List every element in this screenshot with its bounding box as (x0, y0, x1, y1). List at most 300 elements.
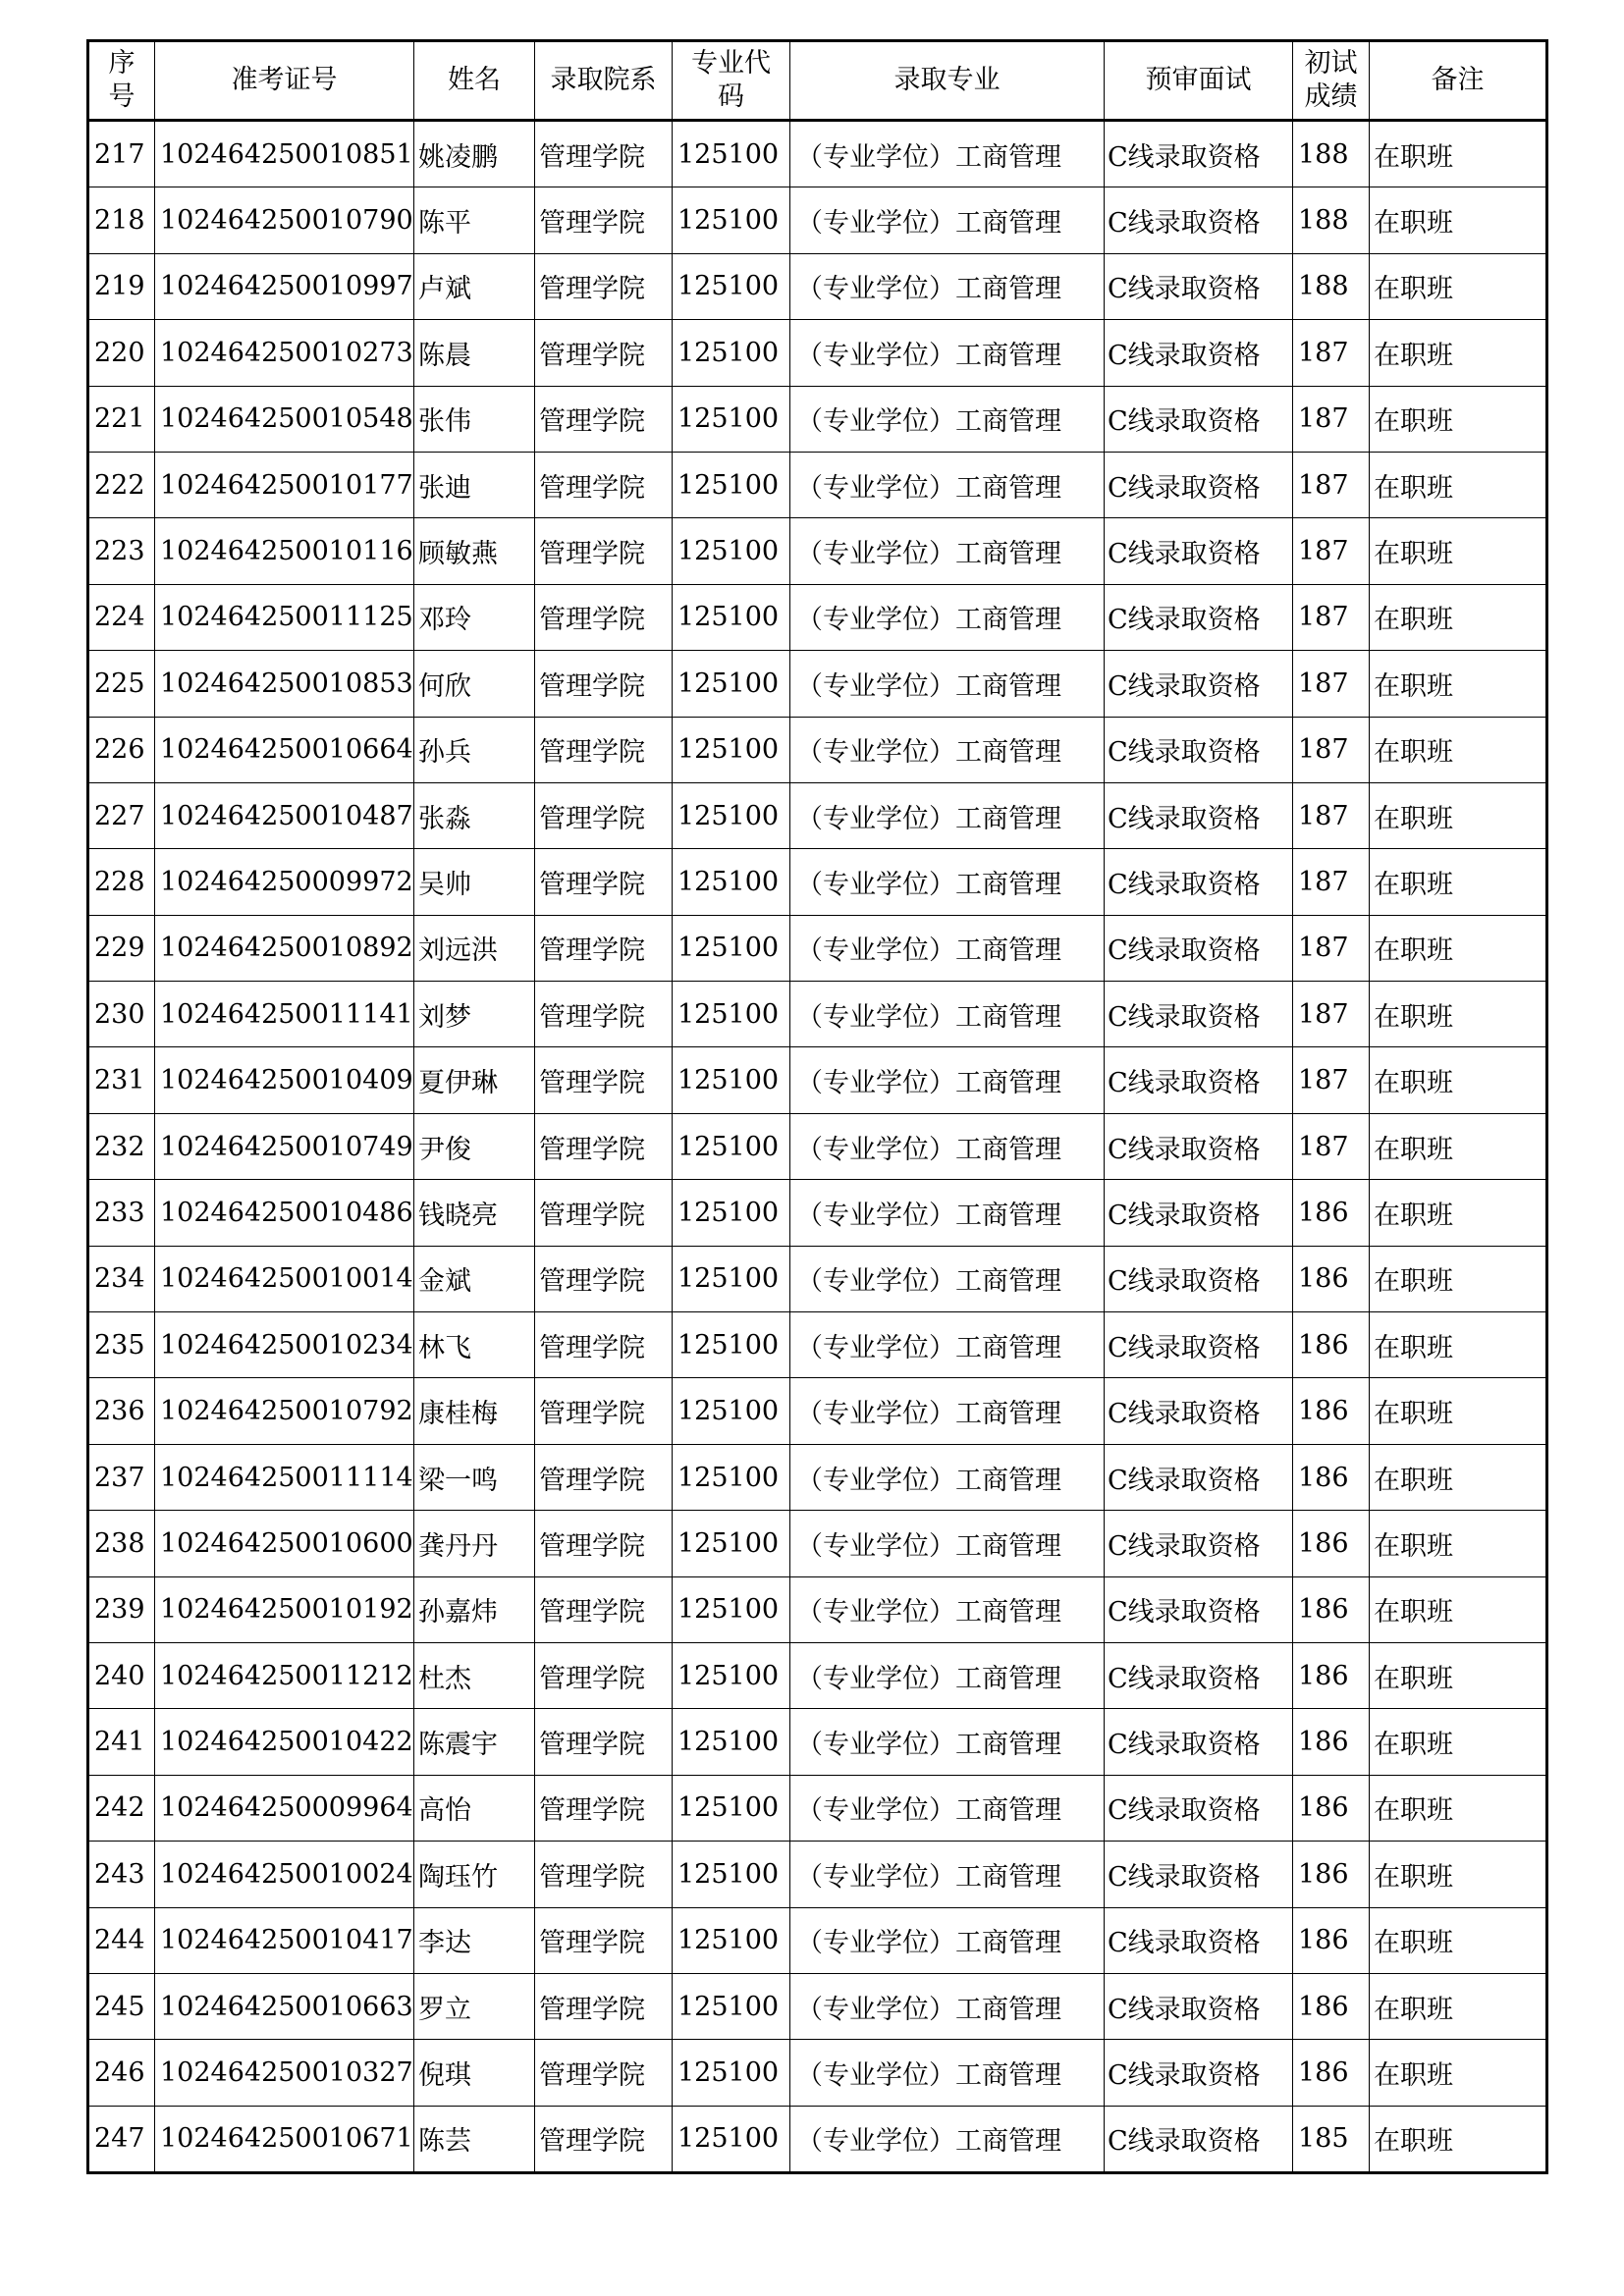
cell-major: （专业学位）工商管理 (790, 386, 1105, 452)
cell-seq: 234 (88, 1246, 155, 1311)
cell-name: 张迪 (414, 452, 535, 517)
cell-note: 在职班 (1370, 1973, 1547, 2039)
cell-code: 125100 (673, 1576, 790, 1642)
cell-major: （专业学位）工商管理 (790, 1775, 1105, 1841)
cell-major: （专业学位）工商管理 (790, 1842, 1105, 1907)
table-row (88, 1973, 1547, 2039)
cell-dept: 管理学院 (535, 1576, 673, 1642)
cell-seq: 247 (88, 2106, 155, 2172)
cell-score: 186 (1293, 1576, 1370, 1642)
cell-exam-no: 102464250009964 (155, 1775, 414, 1841)
table-row (88, 1246, 1547, 1311)
cell-dept: 管理学院 (535, 584, 673, 650)
cell-interview: C线录取资格 (1105, 1180, 1293, 1246)
cell-dept: 管理学院 (535, 1378, 673, 1444)
table-row (88, 1907, 1547, 1973)
cell-dept: 管理学院 (535, 518, 673, 584)
cell-interview: C线录取资格 (1105, 2040, 1293, 2106)
table-row (88, 386, 1547, 452)
cell-exam-no: 102464250010417 (155, 1907, 414, 1973)
cell-seq: 243 (88, 1842, 155, 1907)
table-row (88, 915, 1547, 981)
cell-major: （专业学位）工商管理 (790, 1113, 1105, 1179)
cell-note: 在职班 (1370, 1775, 1547, 1841)
cell-seq: 245 (88, 1973, 155, 2039)
cell-score: 186 (1293, 1246, 1370, 1311)
cell-note: 在职班 (1370, 1113, 1547, 1179)
cell-name: 姚凌鹏 (414, 121, 535, 187)
cell-seq: 227 (88, 782, 155, 848)
cell-exam-no: 102464250010409 (155, 1047, 414, 1113)
cell-interview: C线录取资格 (1105, 2106, 1293, 2172)
cell-dept: 管理学院 (535, 121, 673, 187)
cell-seq: 221 (88, 386, 155, 452)
cell-note: 在职班 (1370, 1047, 1547, 1113)
cell-seq: 218 (88, 187, 155, 253)
cell-code: 125100 (673, 1113, 790, 1179)
cell-major: （专业学位）工商管理 (790, 849, 1105, 915)
cell-note: 在职班 (1370, 1576, 1547, 1642)
cell-score: 186 (1293, 1511, 1370, 1576)
cell-code: 125100 (673, 1047, 790, 1113)
table-row (88, 518, 1547, 584)
cell-seq: 222 (88, 452, 155, 517)
cell-exam-no: 102464250010422 (155, 1709, 414, 1775)
cell-dept: 管理学院 (535, 1312, 673, 1378)
cell-exam-no: 102464250010664 (155, 717, 414, 782)
header-exam-no: 准考证号 (155, 41, 414, 121)
cell-code: 125100 (673, 2040, 790, 2106)
table-row (88, 1709, 1547, 1775)
cell-note: 在职班 (1370, 1907, 1547, 1973)
cell-seq: 237 (88, 1444, 155, 1510)
cell-dept: 管理学院 (535, 651, 673, 717)
cell-seq: 239 (88, 1576, 155, 1642)
cell-seq: 238 (88, 1511, 155, 1576)
cell-exam-no: 102464250010116 (155, 518, 414, 584)
cell-note: 在职班 (1370, 584, 1547, 650)
table-row (88, 1642, 1547, 1708)
cell-code: 125100 (673, 915, 790, 981)
cell-score: 186 (1293, 1312, 1370, 1378)
cell-dept: 管理学院 (535, 187, 673, 253)
cell-exam-no: 102464250010024 (155, 1842, 414, 1907)
cell-score: 186 (1293, 1444, 1370, 1510)
cell-note: 在职班 (1370, 982, 1547, 1047)
cell-seq: 231 (88, 1047, 155, 1113)
cell-dept: 管理学院 (535, 1444, 673, 1510)
cell-code: 125100 (673, 1312, 790, 1378)
cell-note: 在职班 (1370, 1709, 1547, 1775)
cell-name: 李达 (414, 1907, 535, 1973)
cell-code: 125100 (673, 121, 790, 187)
cell-name: 龚丹丹 (414, 1511, 535, 1576)
cell-note: 在职班 (1370, 2040, 1547, 2106)
cell-name: 刘梦 (414, 982, 535, 1047)
cell-code: 125100 (673, 982, 790, 1047)
cell-major: （专业学位）工商管理 (790, 320, 1105, 386)
cell-major: （专业学位）工商管理 (790, 1576, 1105, 1642)
cell-name: 梁一鸣 (414, 1444, 535, 1510)
cell-exam-no: 102464250010671 (155, 2106, 414, 2172)
cell-major: （专业学位）工商管理 (790, 1444, 1105, 1510)
table-row (88, 1047, 1547, 1113)
cell-interview: C线录取资格 (1105, 717, 1293, 782)
cell-code: 125100 (673, 253, 790, 319)
cell-interview: C线录取资格 (1105, 1775, 1293, 1841)
cell-exam-no: 102464250010273 (155, 320, 414, 386)
cell-exam-no: 102464250010997 (155, 253, 414, 319)
cell-interview: C线录取资格 (1105, 187, 1293, 253)
cell-note: 在职班 (1370, 1312, 1547, 1378)
cell-name: 张伟 (414, 386, 535, 452)
cell-seq: 219 (88, 253, 155, 319)
cell-major: （专业学位）工商管理 (790, 1709, 1105, 1775)
cell-score: 188 (1293, 121, 1370, 187)
cell-note: 在职班 (1370, 1511, 1547, 1576)
cell-major: （专业学位）工商管理 (790, 782, 1105, 848)
cell-dept: 管理学院 (535, 982, 673, 1047)
cell-dept: 管理学院 (535, 1511, 673, 1576)
admission-list-table (86, 39, 1548, 2174)
cell-major: （专业学位）工商管理 (790, 1973, 1105, 2039)
cell-exam-no: 102464250011114 (155, 1444, 414, 1510)
cell-dept: 管理学院 (535, 915, 673, 981)
cell-code: 125100 (673, 1973, 790, 2039)
cell-interview: C线录取资格 (1105, 1378, 1293, 1444)
cell-major: （专业学位）工商管理 (790, 717, 1105, 782)
cell-major: （专业学位）工商管理 (790, 1180, 1105, 1246)
cell-code: 125100 (673, 1511, 790, 1576)
table-row (88, 1444, 1547, 1510)
cell-note: 在职班 (1370, 187, 1547, 253)
cell-exam-no: 102464250010600 (155, 1511, 414, 1576)
table-row (88, 651, 1547, 717)
cell-interview: C线录取资格 (1105, 1113, 1293, 1179)
cell-code: 125100 (673, 1709, 790, 1775)
cell-exam-no: 102464250011125 (155, 584, 414, 650)
cell-name: 钱晓亮 (414, 1180, 535, 1246)
cell-dept: 管理学院 (535, 452, 673, 517)
cell-name: 邓玲 (414, 584, 535, 650)
cell-score: 187 (1293, 915, 1370, 981)
cell-seq: 236 (88, 1378, 155, 1444)
cell-dept: 管理学院 (535, 1907, 673, 1973)
table-row (88, 1576, 1547, 1642)
cell-name: 尹俊 (414, 1113, 535, 1179)
cell-code: 125100 (673, 1842, 790, 1907)
cell-score: 186 (1293, 1642, 1370, 1708)
cell-note: 在职班 (1370, 320, 1547, 386)
cell-score: 187 (1293, 584, 1370, 650)
cell-score: 186 (1293, 1973, 1370, 2039)
cell-score: 186 (1293, 1180, 1370, 1246)
cell-note: 在职班 (1370, 386, 1547, 452)
cell-note: 在职班 (1370, 1642, 1547, 1708)
table-row (88, 1511, 1547, 1576)
cell-seq: 228 (88, 849, 155, 915)
cell-exam-no: 102464250011212 (155, 1642, 414, 1708)
cell-note: 在职班 (1370, 1378, 1547, 1444)
cell-score: 187 (1293, 782, 1370, 848)
cell-score: 188 (1293, 253, 1370, 319)
cell-score: 186 (1293, 1842, 1370, 1907)
cell-name: 顾敏燕 (414, 518, 535, 584)
cell-seq: 230 (88, 982, 155, 1047)
cell-name: 陈平 (414, 187, 535, 253)
cell-dept: 管理学院 (535, 717, 673, 782)
table-row (88, 1312, 1547, 1378)
cell-name: 孙嘉炜 (414, 1576, 535, 1642)
cell-code: 125100 (673, 584, 790, 650)
cell-name: 杜杰 (414, 1642, 535, 1708)
cell-code: 125100 (673, 651, 790, 717)
cell-seq: 217 (88, 121, 155, 187)
cell-exam-no: 102464250010192 (155, 1576, 414, 1642)
cell-note: 在职班 (1370, 2106, 1547, 2172)
cell-code: 125100 (673, 518, 790, 584)
cell-name: 陶珏竹 (414, 1842, 535, 1907)
cell-major: （专业学位）工商管理 (790, 982, 1105, 1047)
cell-code: 125100 (673, 1444, 790, 1510)
cell-interview: C线录取资格 (1105, 1444, 1293, 1510)
cell-interview: C线录取资格 (1105, 1511, 1293, 1576)
cell-dept: 管理学院 (535, 320, 673, 386)
cell-score: 187 (1293, 1047, 1370, 1113)
cell-exam-no: 102464250010663 (155, 1973, 414, 2039)
cell-major: （专业学位）工商管理 (790, 1511, 1105, 1576)
cell-score: 187 (1293, 1113, 1370, 1179)
table-row (88, 2040, 1547, 2106)
cell-name: 高怡 (414, 1775, 535, 1841)
cell-code: 125100 (673, 452, 790, 517)
cell-interview: C线录取资格 (1105, 1246, 1293, 1311)
cell-major: （专业学位）工商管理 (790, 584, 1105, 650)
cell-exam-no: 102464250010486 (155, 1180, 414, 1246)
cell-name: 金斌 (414, 1246, 535, 1311)
cell-interview: C线录取资格 (1105, 1642, 1293, 1708)
cell-dept: 管理学院 (535, 2040, 673, 2106)
cell-note: 在职班 (1370, 121, 1547, 187)
header-score: 初试成绩 (1293, 41, 1370, 121)
cell-note: 在职班 (1370, 1180, 1547, 1246)
cell-major: （专业学位）工商管理 (790, 121, 1105, 187)
cell-name: 吴帅 (414, 849, 535, 915)
cell-dept: 管理学院 (535, 1113, 673, 1179)
cell-score: 186 (1293, 1378, 1370, 1444)
cell-interview: C线录取资格 (1105, 1907, 1293, 1973)
cell-major: （专业学位）工商管理 (790, 187, 1105, 253)
cell-name: 孙兵 (414, 717, 535, 782)
cell-major: （专业学位）工商管理 (790, 1047, 1105, 1113)
cell-exam-no: 102464250010853 (155, 651, 414, 717)
table-row (88, 584, 1547, 650)
cell-score: 187 (1293, 320, 1370, 386)
cell-seq: 246 (88, 2040, 155, 2106)
cell-code: 125100 (673, 782, 790, 848)
table-row (88, 253, 1547, 319)
cell-dept: 管理学院 (535, 1775, 673, 1841)
cell-seq: 232 (88, 1113, 155, 1179)
cell-major: （专业学位）工商管理 (790, 1378, 1105, 1444)
cell-exam-no: 102464250010851 (155, 121, 414, 187)
cell-exam-no: 102464250010548 (155, 386, 414, 452)
cell-seq: 241 (88, 1709, 155, 1775)
header-code: 专业代码 (673, 41, 790, 121)
table-row (88, 1775, 1547, 1841)
cell-interview: C线录取资格 (1105, 1576, 1293, 1642)
cell-name: 何欣 (414, 651, 535, 717)
cell-exam-no: 102464250010790 (155, 187, 414, 253)
cell-interview: C线录取资格 (1105, 1709, 1293, 1775)
table-row (88, 187, 1547, 253)
cell-name: 卢斌 (414, 253, 535, 319)
cell-dept: 管理学院 (535, 386, 673, 452)
cell-interview: C线录取资格 (1105, 121, 1293, 187)
table-row (88, 320, 1547, 386)
cell-score: 186 (1293, 2040, 1370, 2106)
cell-name: 康桂梅 (414, 1378, 535, 1444)
cell-major: （专业学位）工商管理 (790, 253, 1105, 319)
header-interview: 预审面试 (1105, 41, 1293, 121)
cell-seq: 240 (88, 1642, 155, 1708)
cell-dept: 管理学院 (535, 253, 673, 319)
cell-code: 125100 (673, 1180, 790, 1246)
cell-name: 张淼 (414, 782, 535, 848)
cell-score: 185 (1293, 2106, 1370, 2172)
cell-note: 在职班 (1370, 1246, 1547, 1311)
cell-note: 在职班 (1370, 1444, 1547, 1510)
cell-code: 125100 (673, 717, 790, 782)
table-row (88, 121, 1547, 187)
cell-dept: 管理学院 (535, 1180, 673, 1246)
cell-score: 187 (1293, 386, 1370, 452)
cell-exam-no: 102464250010892 (155, 915, 414, 981)
table-row (88, 1113, 1547, 1179)
cell-interview: C线录取资格 (1105, 518, 1293, 584)
cell-interview: C线录取资格 (1105, 452, 1293, 517)
header-seq: 序号 (88, 41, 155, 121)
cell-score: 188 (1293, 187, 1370, 253)
cell-major: （专业学位）工商管理 (790, 2040, 1105, 2106)
cell-major: （专业学位）工商管理 (790, 651, 1105, 717)
cell-major: （专业学位）工商管理 (790, 518, 1105, 584)
cell-exam-no: 102464250009972 (155, 849, 414, 915)
table-row (88, 452, 1547, 517)
cell-seq: 224 (88, 584, 155, 650)
cell-interview: C线录取资格 (1105, 320, 1293, 386)
cell-interview: C线录取资格 (1105, 1312, 1293, 1378)
cell-dept: 管理学院 (535, 1246, 673, 1311)
cell-code: 125100 (673, 1246, 790, 1311)
cell-score: 187 (1293, 982, 1370, 1047)
cell-major: （专业学位）工商管理 (790, 1246, 1105, 1311)
header-dept: 录取院系 (535, 41, 673, 121)
cell-interview: C线录取资格 (1105, 386, 1293, 452)
cell-name: 林飞 (414, 1312, 535, 1378)
cell-interview: C线录取资格 (1105, 1842, 1293, 1907)
table-row (88, 849, 1547, 915)
cell-note: 在职班 (1370, 253, 1547, 319)
table-row (88, 1378, 1547, 1444)
cell-name: 陈芸 (414, 2106, 535, 2172)
cell-interview: C线录取资格 (1105, 982, 1293, 1047)
cell-name: 倪琪 (414, 2040, 535, 2106)
cell-name: 夏伊琳 (414, 1047, 535, 1113)
cell-score: 187 (1293, 651, 1370, 717)
cell-exam-no: 102464250011141 (155, 982, 414, 1047)
cell-name: 刘远洪 (414, 915, 535, 981)
cell-seq: 229 (88, 915, 155, 981)
cell-interview: C线录取资格 (1105, 584, 1293, 650)
cell-seq: 233 (88, 1180, 155, 1246)
cell-interview: C线录取资格 (1105, 915, 1293, 981)
cell-interview: C线录取资格 (1105, 1047, 1293, 1113)
cell-code: 125100 (673, 849, 790, 915)
cell-code: 125100 (673, 1775, 790, 1841)
cell-exam-no: 102464250010177 (155, 452, 414, 517)
cell-name: 罗立 (414, 1973, 535, 2039)
cell-dept: 管理学院 (535, 1842, 673, 1907)
table-row (88, 717, 1547, 782)
cell-exam-no: 102464250010487 (155, 782, 414, 848)
cell-dept: 管理学院 (535, 1047, 673, 1113)
header-row (88, 41, 1547, 121)
table-row (88, 982, 1547, 1047)
cell-note: 在职班 (1370, 915, 1547, 981)
cell-code: 125100 (673, 187, 790, 253)
cell-dept: 管理学院 (535, 1973, 673, 2039)
cell-seq: 220 (88, 320, 155, 386)
cell-code: 125100 (673, 1642, 790, 1708)
cell-seq: 223 (88, 518, 155, 584)
cell-exam-no: 102464250010792 (155, 1378, 414, 1444)
cell-score: 187 (1293, 849, 1370, 915)
cell-interview: C线录取资格 (1105, 849, 1293, 915)
cell-major: （专业学位）工商管理 (790, 915, 1105, 981)
table-row (88, 1842, 1547, 1907)
cell-major: （专业学位）工商管理 (790, 1907, 1105, 1973)
cell-note: 在职班 (1370, 518, 1547, 584)
table-row (88, 2106, 1547, 2172)
cell-code: 125100 (673, 1378, 790, 1444)
cell-major: （专业学位）工商管理 (790, 2106, 1105, 2172)
cell-exam-no: 102464250010234 (155, 1312, 414, 1378)
cell-score: 187 (1293, 518, 1370, 584)
cell-note: 在职班 (1370, 1842, 1547, 1907)
cell-dept: 管理学院 (535, 1642, 673, 1708)
cell-major: （专业学位）工商管理 (790, 1642, 1105, 1708)
cell-score: 187 (1293, 717, 1370, 782)
cell-interview: C线录取资格 (1105, 651, 1293, 717)
cell-major: （专业学位）工商管理 (790, 452, 1105, 517)
cell-dept: 管理学院 (535, 1709, 673, 1775)
cell-exam-no: 102464250010014 (155, 1246, 414, 1311)
cell-exam-no: 102464250010749 (155, 1113, 414, 1179)
cell-dept: 管理学院 (535, 782, 673, 848)
cell-interview: C线录取资格 (1105, 253, 1293, 319)
cell-name: 陈震宇 (414, 1709, 535, 1775)
cell-code: 125100 (673, 1907, 790, 1973)
cell-code: 125100 (673, 2106, 790, 2172)
header-major: 录取专业 (790, 41, 1105, 121)
cell-seq: 244 (88, 1907, 155, 1973)
cell-seq: 235 (88, 1312, 155, 1378)
cell-note: 在职班 (1370, 782, 1547, 848)
cell-dept: 管理学院 (535, 849, 673, 915)
cell-dept: 管理学院 (535, 2106, 673, 2172)
header-name: 姓名 (414, 41, 535, 121)
